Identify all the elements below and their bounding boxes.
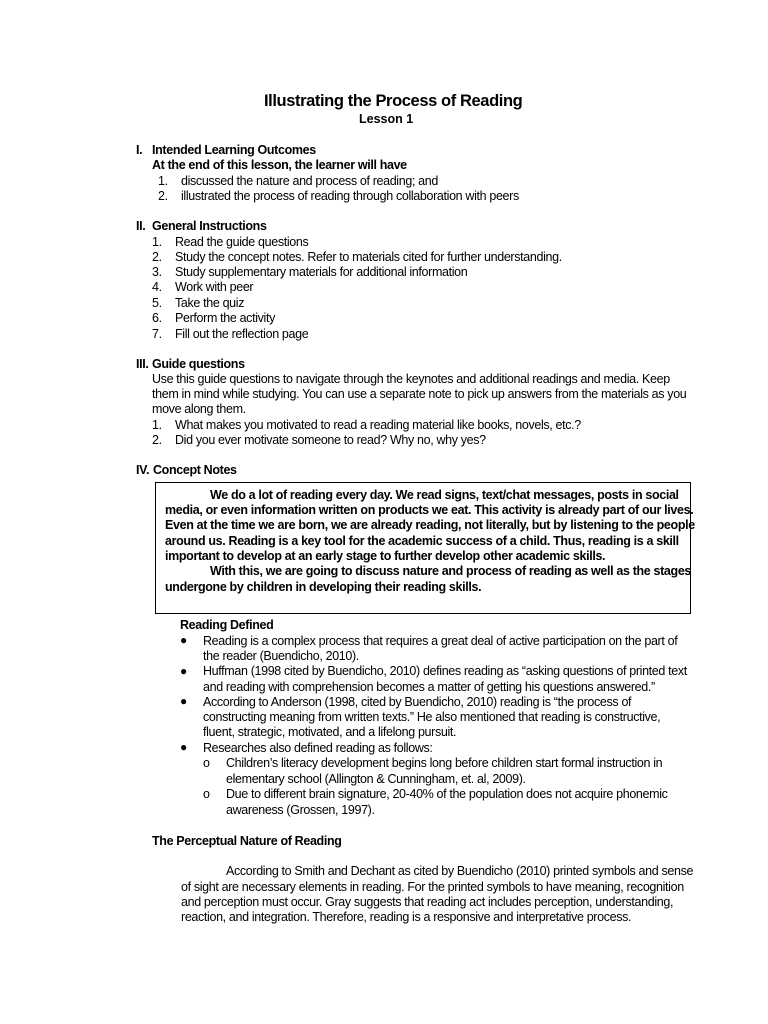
bullet-line: Researches also defined reading as follows: bbox=[203, 741, 433, 755]
list-item: Perform the activity bbox=[175, 311, 275, 325]
sub-bullet-marker: o bbox=[203, 756, 210, 770]
paragraph-line: and perception must occur. Gray suggests that reading act includes perception, understanding, bbox=[181, 895, 674, 909]
list-number: 6. bbox=[152, 311, 162, 325]
box-line: With this, we are going to discuss nature and process of reading as well as the stages bbox=[210, 564, 692, 578]
bullet-line: the reader (Buendicho, 2010). bbox=[203, 649, 359, 663]
sub-bullet-line: Due to different brain signature, 20-40% of the population does not acquire phonemic bbox=[226, 787, 668, 801]
list-number: 3. bbox=[152, 265, 162, 279]
list-item: illustrated the process of reading through collaboration with peers bbox=[181, 189, 519, 203]
list-item: discussed the nature and process of reading; and bbox=[181, 174, 438, 188]
list-item: Read the guide questions bbox=[175, 235, 309, 249]
bullet-icon: ● bbox=[180, 740, 188, 754]
subsection-heading: Reading Defined bbox=[180, 618, 274, 632]
section-1-number: I. bbox=[136, 143, 143, 157]
bullet-icon: ● bbox=[180, 633, 188, 647]
section-1-heading: Intended Learning Outcomes bbox=[152, 143, 316, 157]
bullet-icon: ● bbox=[180, 664, 188, 678]
subsection-heading: The Perceptual Nature of Reading bbox=[152, 834, 342, 848]
box-line: We do a lot of reading every day. We read signs, text/chat messages, posts in social bbox=[210, 488, 679, 502]
list-item: What makes you motivated to read a reading material like books, novels, etc.? bbox=[175, 418, 581, 432]
box-line: undergone by children in developing their reading skills. bbox=[165, 580, 482, 594]
bullet-line: Reading is a complex process that requires a great deal of active participation on the part of bbox=[203, 634, 678, 648]
list-item: Work with peer bbox=[175, 280, 254, 294]
list-item: Study supplementary materials for additional information bbox=[175, 265, 468, 279]
list-item: Did you ever motivate someone to read? Why no, why yes? bbox=[175, 433, 486, 447]
bullet-line: constructing meaning from written texts.” He also mentioned that reading is constructive, bbox=[203, 710, 661, 724]
list-number: 1. bbox=[152, 418, 162, 432]
section-4-number: IV. bbox=[136, 463, 150, 477]
list-number: 2. bbox=[152, 433, 162, 447]
section-4-heading: Concept Notes bbox=[153, 463, 237, 477]
bullet-icon: ● bbox=[180, 694, 188, 708]
list-item: Fill out the reflection page bbox=[175, 327, 309, 341]
box-line: media, or even information written on products we eat. This activity is already part of our lives. bbox=[165, 503, 694, 517]
bullet-line: fluent, strategic, motivated, and a lifelong pursuit. bbox=[203, 725, 457, 739]
list-number: 5. bbox=[152, 296, 162, 310]
bullet-line: and reading with comprehension becomes a matter of getting his questions answered.” bbox=[203, 680, 655, 694]
list-number: 2. bbox=[152, 250, 162, 264]
sub-bullet-line: elementary school (Allington & Cunningham, et. al, 2009). bbox=[226, 772, 526, 786]
sub-bullet-marker: o bbox=[203, 787, 210, 801]
list-number: 1. bbox=[152, 235, 162, 249]
paragraph-line: of sight are necessary elements in reading. For the printed symbols to have meaning, recognition bbox=[181, 880, 684, 894]
lesson-label: Lesson 1 bbox=[359, 112, 414, 126]
paragraph-line: them in mind while studying. You can use a separate note to pick up answers from the materials as you bbox=[152, 387, 687, 401]
document-title: Illustrating the Process of Reading bbox=[264, 92, 523, 110]
box-line: important to develop at an early stage to further develop other academic skills. bbox=[165, 549, 606, 563]
list-item: Study the concept notes. Refer to materials cited for further understanding. bbox=[175, 250, 562, 264]
section-2-number: II. bbox=[136, 219, 146, 233]
bullet-line: Huffman (1998 cited by Buendicho, 2010) defines reading as “asking questions of printed text bbox=[203, 664, 687, 678]
box-line: Even at the time we are born, we are already reading, not literally, but by listening to the people bbox=[165, 518, 695, 532]
sub-bullet-line: awareness (Grossen, 1997). bbox=[226, 803, 375, 817]
section-1-intro: At the end of this lesson, the learner will have bbox=[152, 158, 407, 172]
paragraph-line: reaction, and integration. Therefore, reading is a responsive and interpretative process. bbox=[181, 910, 632, 924]
list-number: 7. bbox=[152, 327, 162, 341]
list-item: Take the quiz bbox=[175, 296, 245, 310]
paragraph-line: move along them. bbox=[152, 402, 246, 416]
section-3-number: III. bbox=[136, 357, 149, 371]
section-3-heading: Guide questions bbox=[152, 357, 245, 371]
sub-bullet-line: Children’s literacy development begins long before children start formal instruction in bbox=[226, 756, 663, 770]
list-number: 4. bbox=[152, 280, 162, 294]
box-line: around us. Reading is a key tool for the academic success of a child. Thus, reading is a skill bbox=[165, 534, 679, 548]
paragraph-line: According to Smith and Dechant as cited by Buendicho (2010) printed symbols and sense bbox=[226, 864, 694, 878]
list-number: 1. bbox=[158, 174, 168, 188]
bullet-line: According to Anderson (1998, cited by Buendicho, 2010) reading is “the process of bbox=[203, 695, 632, 709]
list-number: 2. bbox=[158, 189, 168, 203]
paragraph-line: Use this guide questions to navigate through the keynotes and additional readings and media. Keep bbox=[152, 372, 670, 386]
section-2-heading: General Instructions bbox=[152, 219, 267, 233]
